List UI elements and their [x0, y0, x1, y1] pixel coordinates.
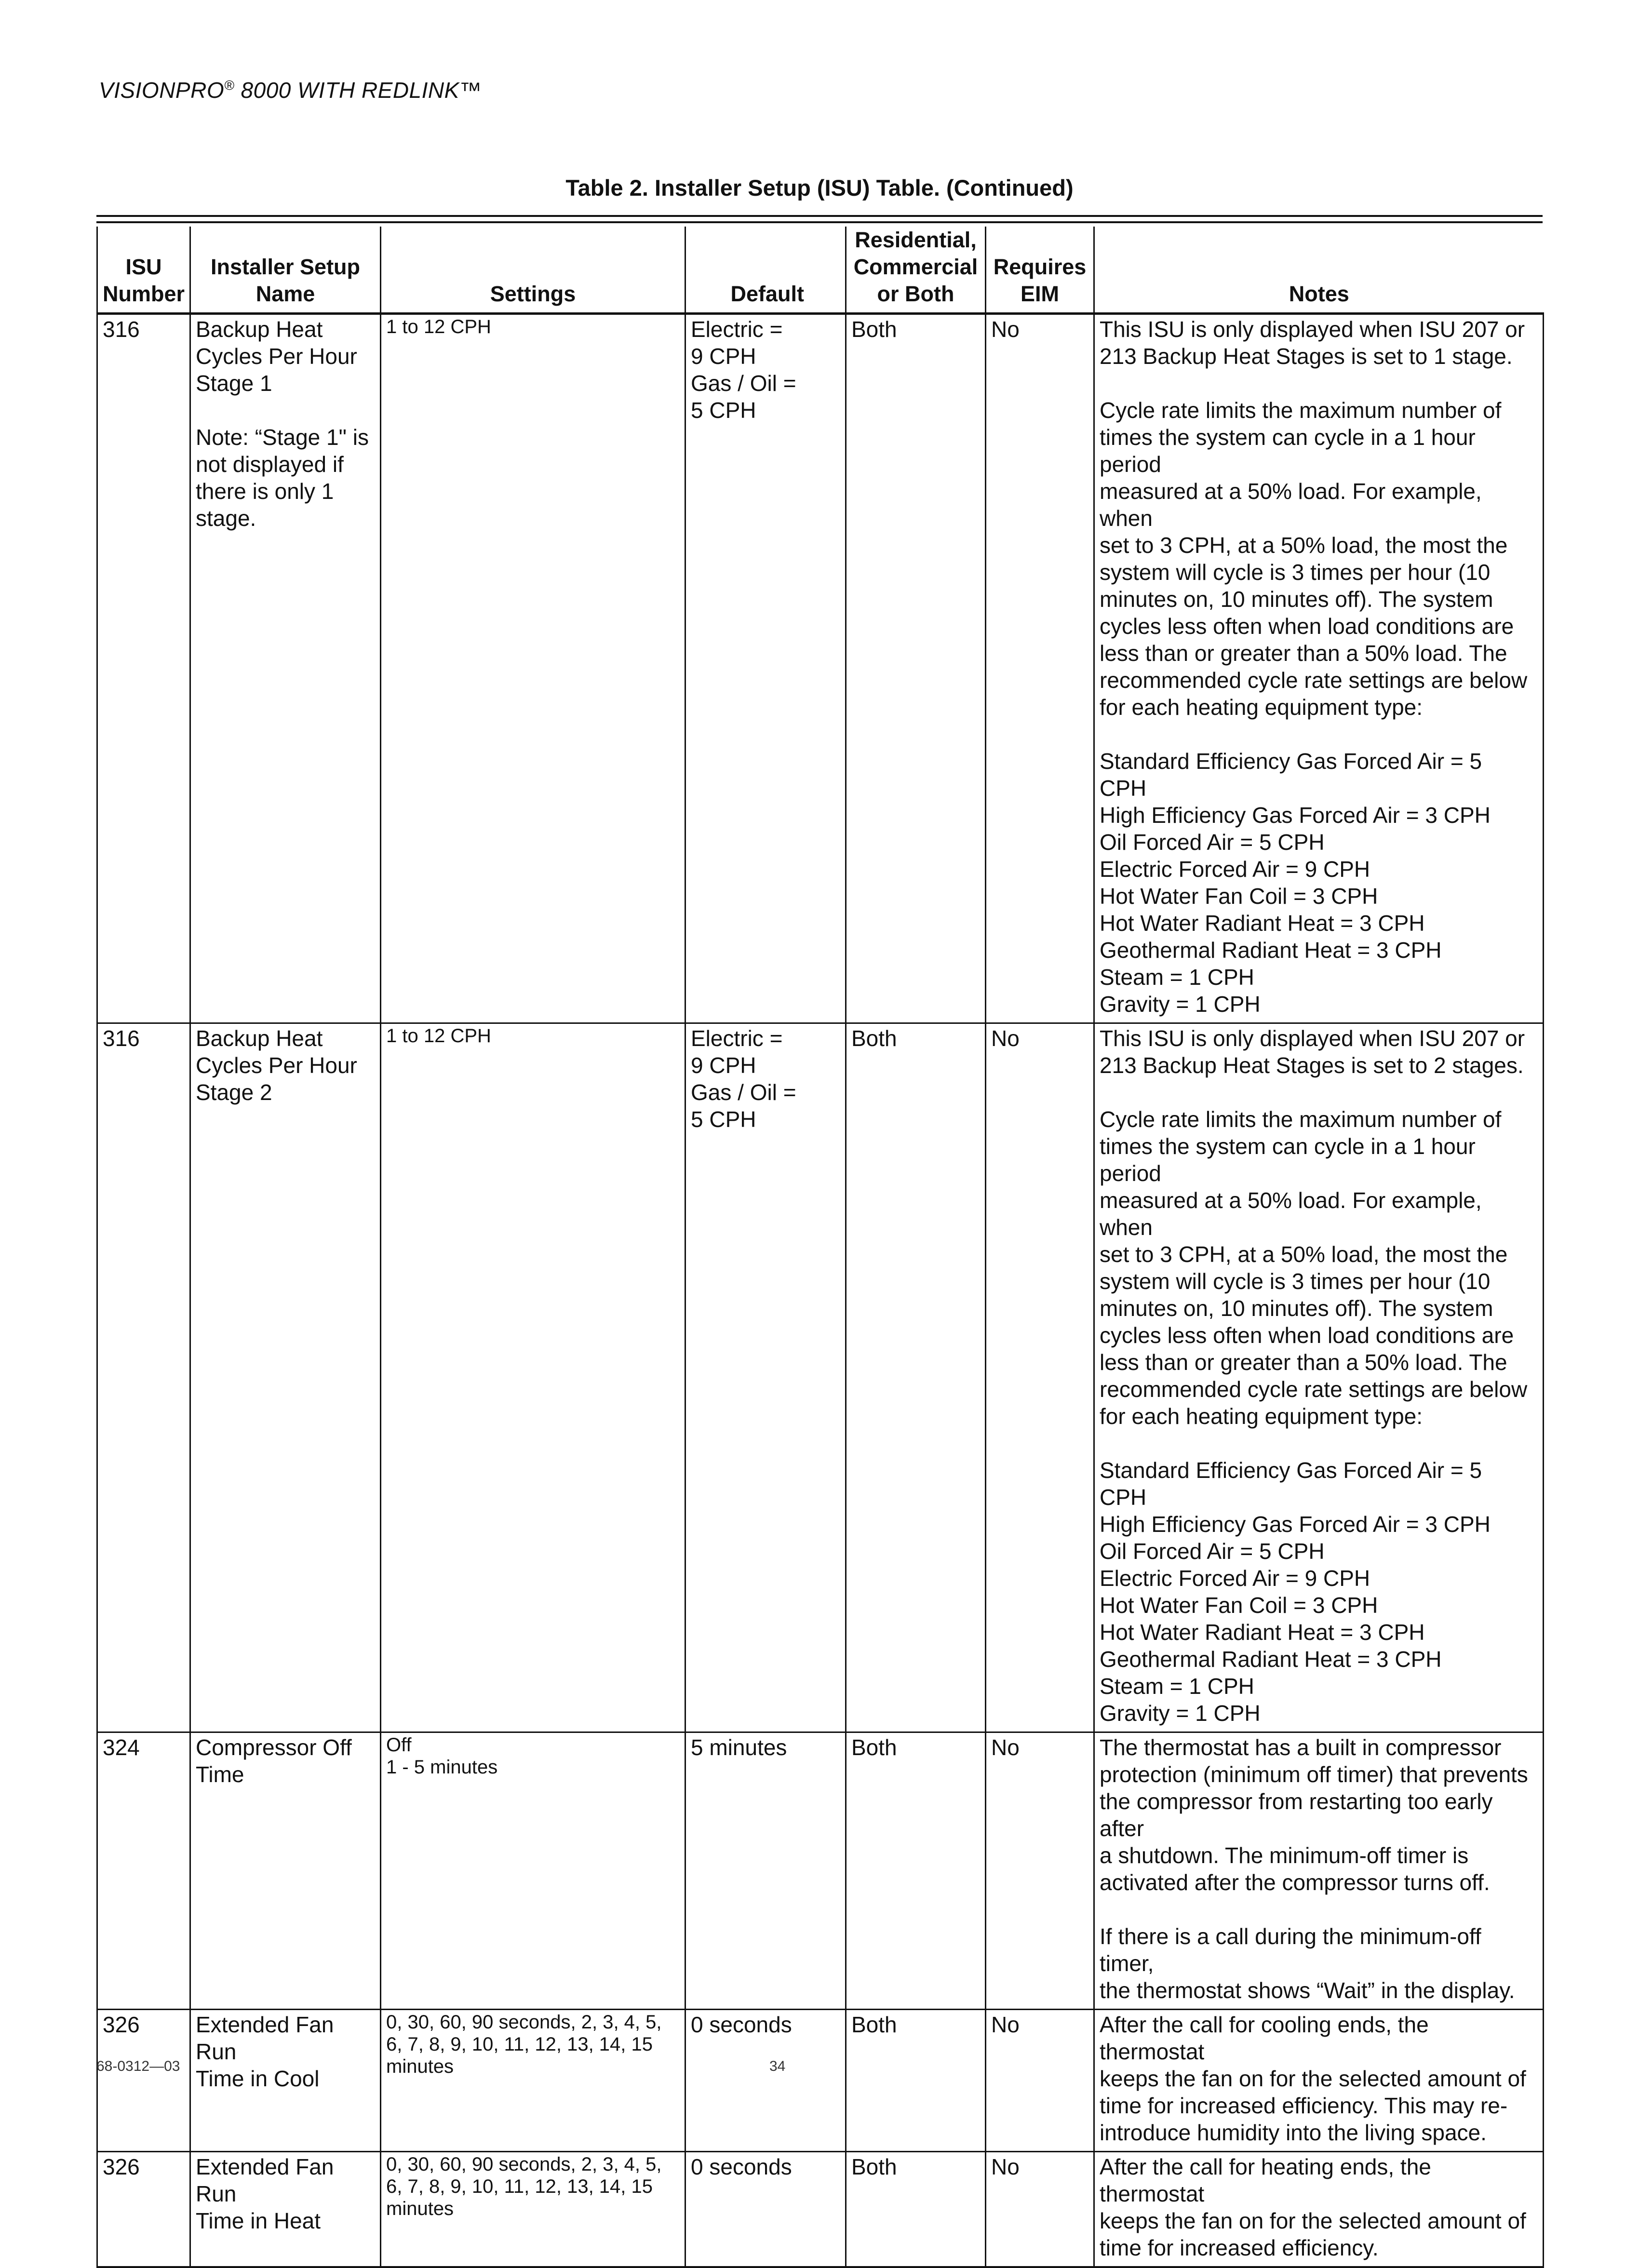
- table-title: Table 2. Installer Setup (ISU) Table. (Continued): [565, 175, 1074, 201]
- cell-setup-name: Backup Heat Cycles Per Hour Stage 2: [190, 1023, 381, 1732]
- cell-residential-commercial: Both: [846, 2152, 986, 2268]
- cell-isu-number: 326: [97, 2152, 190, 2268]
- cell-notes: [1094, 314, 1544, 1023]
- header-default: Default: [685, 227, 846, 314]
- cell-notes: After the call for cooling ends, the thermostat keeps the fan on for the selected amount of time for increased efficiency. This may re- introduce humidity into the living space.: [1094, 2010, 1544, 2152]
- header-isu-number: ISU Number: [97, 227, 190, 314]
- cell-default: Electric = 9 CPH Gas / Oil = 5 CPH: [685, 1023, 846, 1732]
- cell-requires-eim: No: [986, 1732, 1094, 2010]
- cell-residential-commercial: Both: [846, 2010, 986, 2152]
- cell-setup-name: Compressor Off Time: [190, 1732, 381, 2010]
- isu-table-container: [96, 215, 1543, 2268]
- setup-name-text: Backup Heat Cycles Per Hour Stage 1: [196, 317, 357, 396]
- document-header: [99, 77, 482, 103]
- product-name-rest: 8000 WITH REDLINK™: [234, 78, 482, 103]
- cell-residential-commercial: Both: [846, 314, 986, 1023]
- table-header-row: [97, 227, 1544, 314]
- cell-isu-number: 316: [97, 1023, 190, 1732]
- cell-notes: [1094, 1732, 1544, 2010]
- notes-paragraph: Cycle rate limits the maximum number of times the system can cycle in a 1 hour period measured at a 50% load. For example, when set to 3 CPH, at a 50% load, the most the system will cycle is 3 times per hour (10 minutes on, 10 minutes off). The system cycles less often when load conditions are less than or greater than a 50% load. The recommended cycle rate settings are below for each heating equipment type:: [1100, 398, 1528, 720]
- header-installer-setup-name: Installer Setup Name: [190, 227, 381, 314]
- cell-default: 0 seconds: [685, 2152, 846, 2268]
- notes-equipment-list: Standard Efficiency Gas Forced Air = 5 CPH High Efficiency Gas Forced Air = 3 CPH Oil Forced Air = 5 CPH Electric Forced Air = 9 CPH Hot Water Fan Coil = 3 CPH Hot Water Radiant Heat = 3 CPH Geothermal Radiant Heat = 3 CPH Steam = 1 CPH Gravity = 1 CPH: [1100, 1458, 1491, 1726]
- table-row: [97, 2010, 1544, 2152]
- cell-setup-name: [190, 314, 381, 1023]
- cell-default: Electric = 9 CPH Gas / Oil = 5 CPH: [685, 314, 846, 1023]
- cell-notes: [1094, 1023, 1544, 1732]
- table-row: [97, 1732, 1544, 2010]
- cell-requires-eim: No: [986, 1023, 1094, 1732]
- header-requires-eim: Requires EIM: [986, 227, 1094, 314]
- cell-notes: After the call for heating ends, the thermostat keeps the fan on for the selected amount of time for increased efficiency.: [1094, 2152, 1544, 2268]
- registered-mark: ®: [224, 78, 235, 93]
- notes-paragraph: Cycle rate limits the maximum number of times the system can cycle in a 1 hour period measured at a 50% load. For example, when set to 3 CPH, at a 50% load, the most the system will cycle is 3 times per hour (10 minutes on, 10 minutes off). The system cycles less often when load conditions are less than or greater than a 50% load. The recommended cycle rate settings are below for each heating equipment type:: [1100, 1107, 1528, 1429]
- header-settings: Settings: [381, 227, 685, 314]
- cell-settings: Off 1 - 5 minutes: [381, 1732, 685, 2010]
- cell-requires-eim: No: [986, 314, 1094, 1023]
- notes-paragraph: This ISU is only displayed when ISU 207 or 213 Backup Heat Stages is set to 2 stages.: [1100, 1026, 1525, 1078]
- cell-requires-eim: No: [986, 2010, 1094, 2152]
- cell-residential-commercial: Both: [846, 1732, 986, 2010]
- table-row: [97, 2152, 1544, 2268]
- cell-settings: 0, 30, 60, 90 seconds, 2, 3, 4, 5, 6, 7, 8, 9, 10, 11, 12, 13, 14, 15 minutes: [381, 2010, 685, 2152]
- isu-table: [96, 227, 1544, 2268]
- document-number: 68-0312—03: [96, 2058, 180, 2074]
- cell-default: 5 minutes: [685, 1732, 846, 2010]
- notes-paragraph: This ISU is only displayed when ISU 207 or 213 Backup Heat Stages is set to 1 stage.: [1100, 317, 1525, 369]
- cell-isu-number: 316: [97, 314, 190, 1023]
- notes-paragraph: If there is a call during the minimum-off timer, the thermostat shows “Wait” in the display.: [1100, 1924, 1515, 2003]
- cell-setup-name: Extended Fan Run Time in Heat: [190, 2152, 381, 2268]
- cell-residential-commercial: Both: [846, 1023, 986, 1732]
- cell-settings: 1 to 12 CPH: [381, 314, 685, 1023]
- setup-name-note: Note: “Stage 1" is not displayed if there is only 1 stage.: [196, 425, 369, 531]
- table-row: [97, 1023, 1544, 1732]
- header-residential-commercial: Residential, Commercial or Both: [846, 227, 986, 314]
- notes-paragraph: The thermostat has a built in compressor protection (minimum off timer) that prevents the compressor from restarting too early after a shutdown. The minimum-off timer is activated after the compressor turns off.: [1100, 1735, 1528, 1895]
- cell-default: 0 seconds: [685, 2010, 846, 2152]
- cell-setup-name: Extended Fan Run Time in Cool: [190, 2010, 381, 2152]
- cell-isu-number: 326: [97, 2010, 190, 2152]
- cell-requires-eim: No: [986, 2152, 1094, 2268]
- table-row: [97, 314, 1544, 1023]
- header-notes: Notes: [1094, 227, 1544, 314]
- notes-equipment-list: Standard Efficiency Gas Forced Air = 5 CPH High Efficiency Gas Forced Air = 3 CPH Oil Forced Air = 5 CPH Electric Forced Air = 9 CPH Hot Water Fan Coil = 3 CPH Hot Water Radiant Heat = 3 CPH Geothermal Radiant Heat = 3 CPH Steam = 1 CPH Gravity = 1 CPH: [1100, 749, 1491, 1017]
- page-number: 34: [769, 2058, 786, 2074]
- product-name: VISIONPRO: [99, 78, 225, 103]
- cell-isu-number: 324: [97, 1732, 190, 2010]
- cell-settings: 0, 30, 60, 90 seconds, 2, 3, 4, 5, 6, 7, 8, 9, 10, 11, 12, 13, 14, 15 minutes: [381, 2152, 685, 2268]
- cell-settings: 1 to 12 CPH: [381, 1023, 685, 1732]
